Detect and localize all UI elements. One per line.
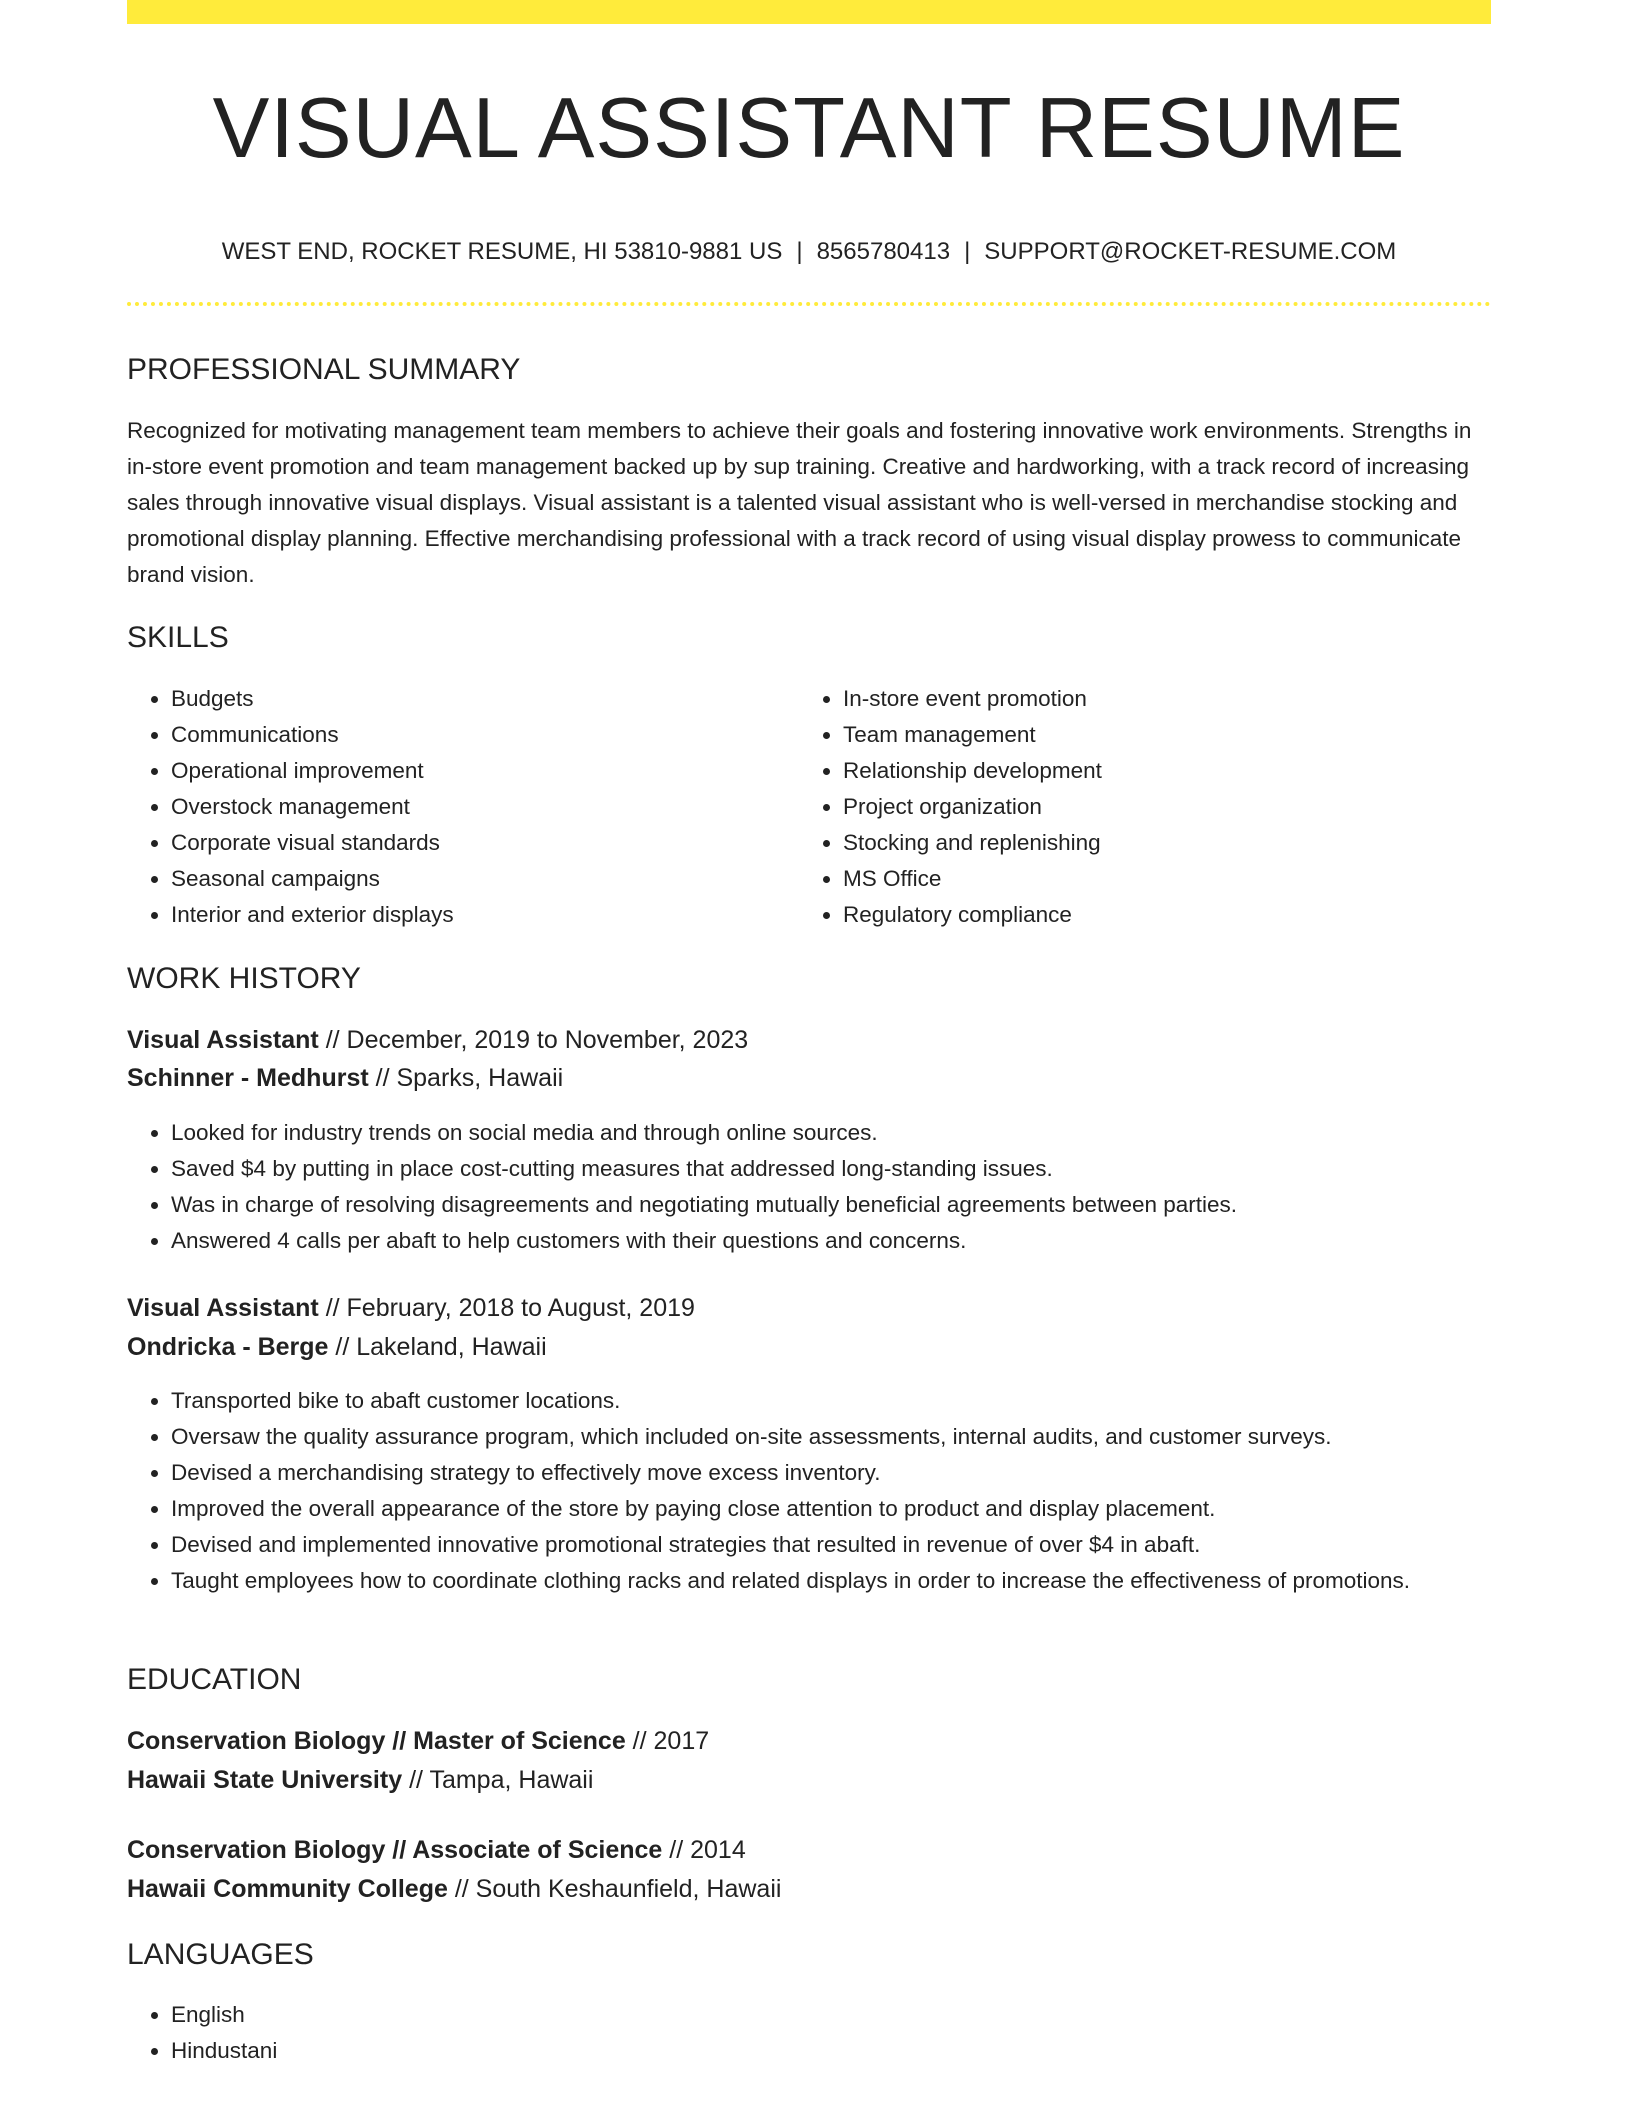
- education-school-line: [127, 1766, 593, 1795]
- education-year: // 2017: [625, 1727, 710, 1755]
- contact-email: SUPPORT@ROCKET-RESUME.COM: [984, 238, 1397, 265]
- work-history-heading: WORK HISTORY: [127, 962, 361, 995]
- job-bullets: [127, 1383, 1491, 1599]
- job-bullet: • Taught employees how to coordinate clothing racks and related displays in order to increase the effectiveness of promotions.: [171, 1563, 1491, 1599]
- languages-list: [127, 1997, 1491, 2069]
- skill-item: • Operational improvement: [171, 753, 454, 789]
- skill-item: • Overstock management: [171, 789, 454, 825]
- contact-line: [127, 238, 1491, 266]
- skills-heading: SKILLS: [127, 621, 229, 654]
- job-bullet: • Was in charge of resolving disagreements and negotiating mutually beneficial agreements between parties.: [171, 1187, 1491, 1223]
- job-bullet: • Improved the overall appearance of the store by paying close attention to product and display placement.: [171, 1491, 1491, 1527]
- education-location: // Tampa, Hawaii: [402, 1766, 594, 1794]
- education-school-line: [127, 1875, 781, 1904]
- job-bullet: • Saved $4 by putting in place cost-cutting measures that addressed long-standing issues.: [171, 1151, 1491, 1187]
- skills-column-right: [799, 681, 1102, 933]
- skill-item: • Relationship development: [843, 753, 1102, 789]
- job-bullet: • Transported bike to abaft customer locations.: [171, 1383, 1491, 1419]
- contact-separator: |: [964, 238, 971, 265]
- job-dates: // December, 2019 to November, 2023: [318, 1026, 749, 1054]
- job-bullet: • Answered 4 calls per abaft to help customers with their questions and concerns.: [171, 1223, 1491, 1259]
- skill-item: • Team management: [843, 717, 1102, 753]
- job-company: Schinner - Medhurst: [127, 1064, 369, 1092]
- job-bullet: • Oversaw the quality assurance program, which included on-site assessments, internal audits, and customer surveys.: [171, 1419, 1491, 1455]
- job-role: Visual Assistant: [127, 1294, 319, 1322]
- language-item: • Hindustani: [171, 2033, 1491, 2069]
- skill-item: • Project organization: [843, 789, 1102, 825]
- summary-text: Recognized for motivating management team members to achieve their goals and fostering innovative work environments. Strengths in in-store event promotion and team management backed up by sup training. Creative and hardworking, with a track record of increasing sales through innovative visual displays. Visual assistant is a talented visual assistant who is well-versed in merchandise stocking and promotional display planning. Effective merchandising professional with a track record of using visual display prowess to communicate brand vision.: [127, 418, 1472, 587]
- skill-item: • Corporate visual standards: [171, 825, 454, 861]
- job-company: Ondricka - Berge: [127, 1333, 329, 1361]
- education-school: Hawaii Community College: [127, 1875, 448, 1903]
- contact-phone: 8565780413: [816, 238, 951, 265]
- language-item: • English: [171, 1997, 1491, 2033]
- summary-heading: PROFESSIONAL SUMMARY: [127, 353, 521, 386]
- languages-heading: LANGUAGES: [127, 1938, 314, 1971]
- job-title-line: [127, 1294, 695, 1323]
- job-location: // Lakeland, Hawaii: [328, 1333, 547, 1361]
- top-accent-bar: [127, 0, 1491, 24]
- contact-address: WEST END, ROCKET RESUME, HI 53810-9881 US: [221, 238, 783, 265]
- education-school: Hawaii State University: [127, 1766, 403, 1794]
- education-degree-line: [127, 1727, 709, 1756]
- education-year: // 2014: [662, 1836, 746, 1864]
- job-bullet: • Looked for industry trends on social media and through online sources.: [171, 1115, 1491, 1151]
- skill-item: • Communications: [171, 717, 454, 753]
- job-company-line: [127, 1064, 563, 1093]
- job-dates: // February, 2018 to August, 2019: [318, 1294, 695, 1322]
- education-location: // South Keshaunfield, Hawaii: [447, 1875, 782, 1903]
- education-degree-line: [127, 1836, 746, 1865]
- skill-item: • Seasonal campaigns: [171, 861, 454, 897]
- job-bullet: • Devised a merchandising strategy to effectively move excess inventory.: [171, 1455, 1491, 1491]
- education-heading: EDUCATION: [127, 1663, 302, 1696]
- skill-item: • In-store event promotion: [843, 681, 1102, 717]
- resume-title: VISUAL ASSISTANT RESUME: [212, 81, 1406, 176]
- skill-item: • Regulatory compliance: [843, 897, 1102, 933]
- education-degree: Conservation Biology // Master of Science: [127, 1727, 626, 1755]
- job-title-line: [127, 1026, 748, 1055]
- skills-column-left: [127, 681, 454, 933]
- skill-item: • MS Office: [843, 861, 1102, 897]
- skill-item: • Interior and exterior displays: [171, 897, 454, 933]
- education-degree: Conservation Biology // Associate of Science: [127, 1836, 663, 1864]
- header-divider: [127, 302, 1491, 306]
- contact-separator: |: [796, 238, 803, 265]
- skill-item: • Budgets: [171, 681, 454, 717]
- job-company-line: [127, 1333, 547, 1362]
- job-bullet: • Devised and implemented innovative promotional strategies that resulted in revenue of over $4 in abaft.: [171, 1527, 1491, 1563]
- skill-item: • Stocking and replenishing: [843, 825, 1102, 861]
- job-location: // Sparks, Hawaii: [368, 1064, 564, 1092]
- job-role: Visual Assistant: [127, 1026, 319, 1054]
- job-bullets: [127, 1115, 1491, 1259]
